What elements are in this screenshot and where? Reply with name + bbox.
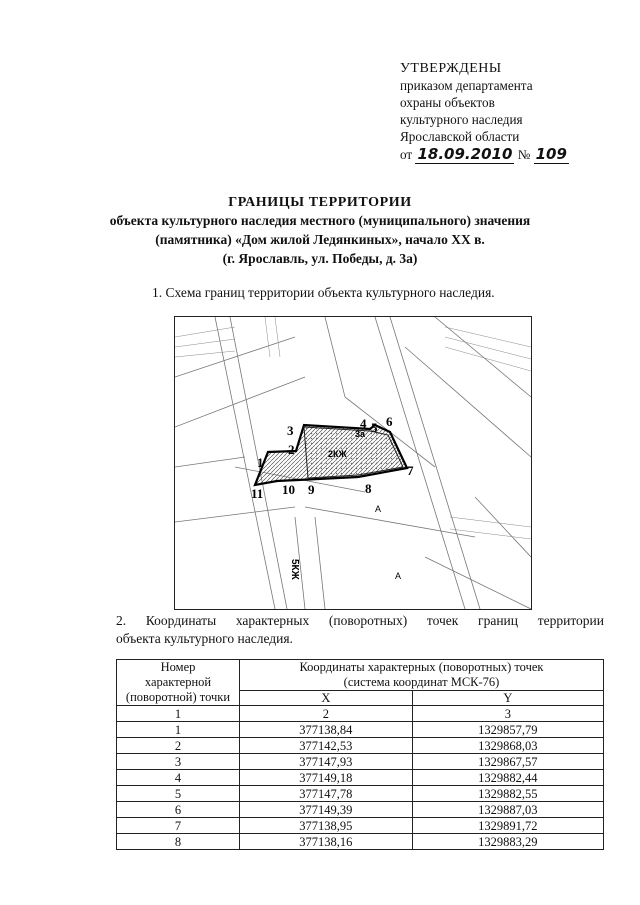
point-label-2: 2 [288,442,295,457]
table-row: 5 377147,78 1329882,55 [117,786,604,802]
number-sign: № [517,147,531,162]
table-row: 8 377138,16 1329883,29 [117,834,604,850]
handwritten-date: 18.09.2010 [417,145,513,163]
document-title: ГРАНИЦЫ ТЕРРИТОРИИ [228,195,412,210]
table-header-row [117,660,604,691]
boundary-map [174,316,532,610]
svg-text:3а: 3а [355,429,366,439]
handwritten-number: 109 [535,145,567,163]
plot-label-5kzh: 5КЖ [289,559,300,580]
approval-date-line [400,146,569,164]
point-label-10: 10 [282,482,295,497]
table-row: 7 377138,95 1329891,72 [117,818,604,834]
document-subtitle: (памятника) «Дом жилой Ледянкиных», начало XX в. [155,232,485,247]
zone-label: А [395,571,402,581]
table-row: 1 377138,84 1329857,79 [117,722,604,738]
approval-line: Ярославской области [400,129,520,144]
approval-line: приказом департамента [400,78,533,93]
coordinates-table [116,659,604,850]
header-coordinates: Координаты характерных (поворотных) точек (система координат МСК-76) [240,660,604,691]
document-subtitle: объекта культурного наследия местного (муниципального) значения [109,213,531,228]
point-label-1: 1 [257,455,264,470]
plot-label-2kzh: 2КЖ [328,449,347,459]
table-index-row: 1 2 3 [117,706,604,722]
point-label-5: 5 [371,420,378,435]
date-prefix: от [400,147,413,162]
point-label-3: 3 [287,423,294,438]
approval-line: культурного наследия [400,112,523,127]
header-x: X [240,691,413,706]
point-label-4: 4 [360,416,367,431]
table-row: 2 377142,53 1329868,03 [117,738,604,754]
table-row: 4 377149,18 1329882,44 [117,770,604,786]
table-row: 6 377149,39 1329887,03 [117,802,604,818]
point-label-8: 8 [365,481,372,496]
point-label-11: 11 [251,486,264,501]
approval-line: охраны объектов [400,95,495,110]
section-2-heading-cont: объекта культурного наследия. [116,631,293,646]
point-label-6: 6 [386,414,393,429]
table-row: 3 377147,93 1329867,57 [117,754,604,770]
section-1-heading: 1. Схема границ территории объекта культурного наследия. [152,285,495,300]
point-label-9: 9 [308,482,315,497]
section-2-heading: 2. Координаты характерных (поворотных) точек границ территории [116,613,604,628]
point-label-7: 7 [407,463,414,478]
approval-heading: УТВЕРЖДЕНЫ [400,61,502,76]
header-point-number: Номер характерной (поворотной) точки [117,660,240,706]
zone-label: А [375,504,382,514]
header-y: Y [412,691,603,706]
approval-block [400,60,569,164]
document-address: (г. Ярославль, ул. Победы, д. 3а) [222,251,418,266]
